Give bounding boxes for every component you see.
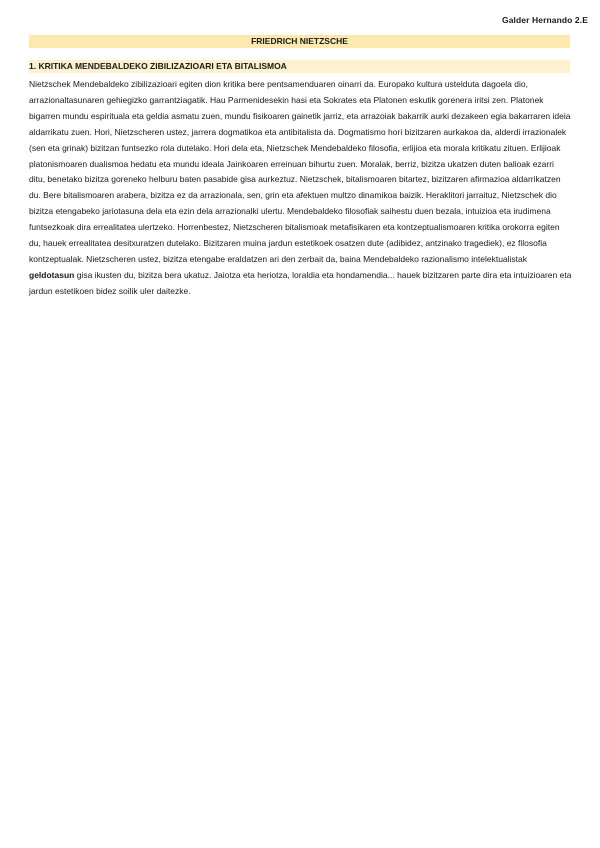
author-name: Galder Hernando 2.E xyxy=(502,15,588,25)
paragraph-bold-term: geldotasun xyxy=(29,269,75,280)
body-paragraph xyxy=(29,77,572,300)
document-title: FRIEDRICH NIETZSCHE xyxy=(29,35,570,48)
paragraph-text-part1: Nietzschek Mendebaldeko zibilizazioari egiten dion kritika bere pentsamenduaren oinarri da. Europako kultura ustelduta dagoela dio, arrazionaltasunaren gehiegizko garrantziagatik. Hau Parmenidesekin hasi eta Sokrates eta Platonen eskutik gorenera iritsi zen. Platonek bigarren mundu espirituala eta geldia asmatu zuen, mundu fisikoaren gainetik jarriz, eta arrazoiak bakarrik aurki dezakeen egia bakarraren ideia aldarrikatu zuen. Hori, Nietzscheren ustez, jarrera dogmatikoa eta antibitalista da. Dogmatismo hori bizitzaren aurkakoa da, alderdi irrazionalek (sen eta grinak) bizitzan funtsezko rola dutelako. Hori dela eta, Nietzschek Mendebaldeko filosofia, erlijioa eta morala kritikatu zituen. Erlijioak platonismoaren dualismoa hedatu eta mundu ideala Jainkoaren erreinuan bihurtu zuen. Moralak, berriz, bizitza ukatzen duten balioak ezarri ditu, benetako bizitza goreneko helburu baten pasabide gisa aurkeztuz. Nietzschek, bitalismoaren bitartez, bizitzaren afirmazioa aldarrikatzen du. Bere bitalismoaren arabera, bizitza ez da arrazionala, sen, grin eta afektuen multzo dinamikoa baizik. Heraklitori jarraituz, Nietzschek dio bizitza etengabeko jariotasuna dela eta ezin dela arrazionalki ulertu. Mendebaldeko filosofiak saihestu duen bezala, intuizioa eta irudimena funtsezkoak dira errealitatea ulertzeko. Horrenbestez, Nietzscheren bitalismoak metafisikaren eta kontzeptualismoaren kritika orokorra egiten du, hauek errealitatea desitxuratzen dutelako. Bizitzaren muina jardun estetikoek osatzen dute (adibidez, antzinako tragediek), ez filosofia kontzeptualak. Nietzscheren ustez, bizitza etengabe eraldatzen ari den zerbait da, baina Mendebaldeko razionalismo intelektualistak xyxy=(29,79,571,264)
paragraph-text-part2: gisa ikusten du, bizitza bera ukatuz. Jaiotza eta heriotza, loraldia eta hondamendia... hauek bizitzaren parte dira eta intuizioaren eta jardun estetikoen bidez soilik uler daitezke. xyxy=(29,269,572,296)
section-heading: 1. KRITIKA MENDEBALDEKO ZIBILIZAZIOARI ETA BITALISMOA xyxy=(29,60,570,73)
